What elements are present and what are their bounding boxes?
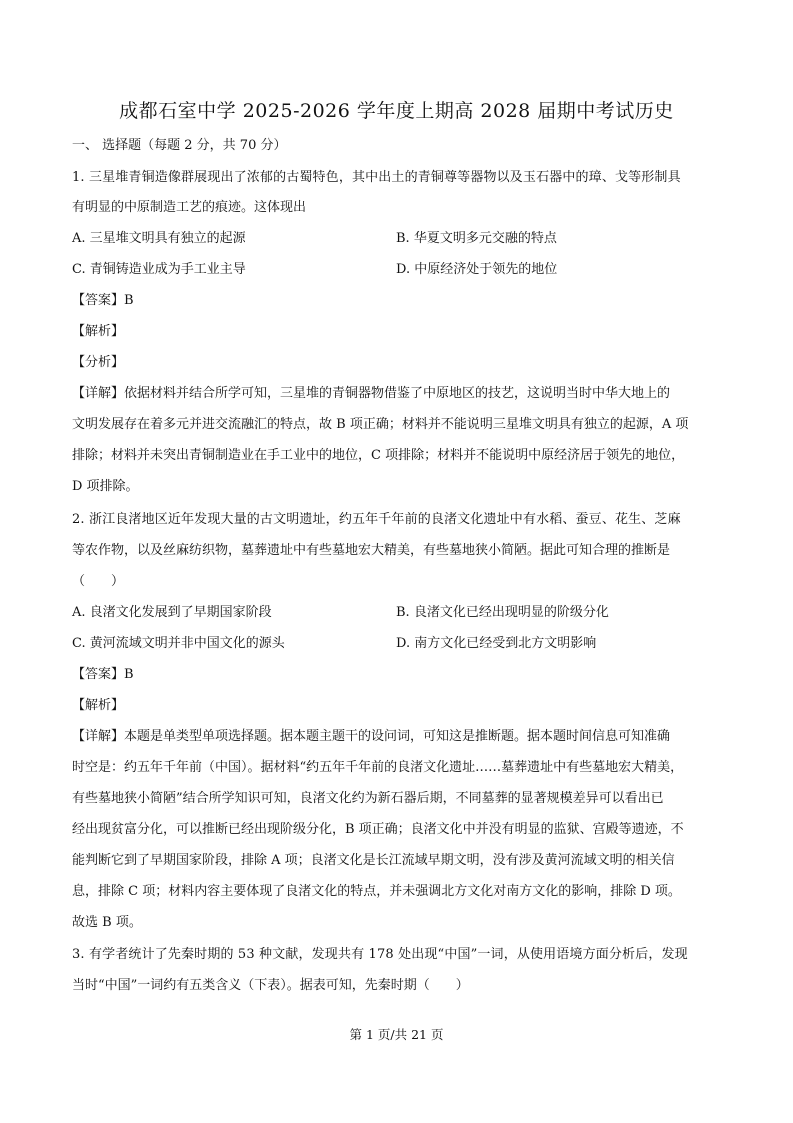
q2-option-d: D. 南方文化已经受到北方文明影响 <box>396 636 597 651</box>
section-heading: 一、 选择题（每题 2 分，共 70 分） <box>72 138 287 153</box>
q2-option-b: B. 良渚文化已经出现明显的阶级分化 <box>396 605 609 620</box>
q1-option-b: B. 华夏文明多元交融的特点 <box>396 231 557 246</box>
q2-detail-line-6: 息，排除 C 项；材料内容主要体现了良渚文化的特点，并未强调北方文化对南方文化的影响，排除 D 项。 <box>72 884 681 899</box>
q2-detail-line-4: 经出现贫富分化，可以推断已经出现阶级分化，B 项正确；良渚文化中并没有明显的监狱、宫殿等遗迹，不 <box>72 822 684 837</box>
q2-detail-line-2: 时空是：约五年千年前（中国）。据材料“约五年千年前的良渚文化遗址……墓葬遗址中有些墓地宏大精美， <box>72 760 684 775</box>
q2-option-a: A. 良渚文化发展到了早期国家阶段 <box>72 605 272 620</box>
q2-detail-line-7: 故选 B 项。 <box>72 915 142 930</box>
q1-answer: 【答案】B <box>72 293 134 308</box>
q2-detail-line-5: 能判断它到了早期国家阶段，排除 A 项；良渚文化是长江流域早期文明，没有涉及黄河流域文明的相关信 <box>72 853 675 868</box>
q2-stem-line-1: 2. 浙江良渚地区近年发现大量的古文明遗址，约五年千年前的良渚文化遗址中有水稻、蚕豆、花生、芝麻 <box>72 512 681 527</box>
q1-detail-line-1: 【详解】依据材料并结合所学可知，三星堆的青铜器物借鉴了中原地区的技艺，这说明当时中华大地上的 <box>72 386 671 401</box>
q1-detail-line-4: D 项排除。 <box>72 479 139 494</box>
q2-detail-line-1: 【详解】本题是单类型单项选择题。据本题主题干的设问词，可知这是推断题。据本题时间信息可知准确 <box>72 729 671 744</box>
q2-answer: 【答案】B <box>72 667 134 682</box>
q3-stem-line-1: 3. 有学者统计了先秦时期的 53 种文献，发现共有 178 处出现“中国”一词，从使用语境方面分析后，发现 <box>72 947 688 962</box>
q2-stem-line-3: （ ） <box>72 574 125 589</box>
q3-stem-line-2: 当时“中国”一词约有五类含义（下表）。据表可知，先秦时期（ ） <box>72 978 469 993</box>
q2-stem-line-2: 等农作物，以及丝麻纺织物，墓葬遗址中有些墓地宏大精美，有些墓地狭小简陋。据此可知合理的推断是 <box>72 543 671 558</box>
exam-title: 成都石室中学 2025-2026 学年度上期高 2028 届期中考试历史 <box>119 100 674 122</box>
q2-option-c: C. 黄河流域文明并非中国文化的源头 <box>72 636 285 651</box>
q1-fenxi-label: 【分析】 <box>72 355 125 370</box>
page-footer: 第 1 页/共 21 页 <box>349 1027 444 1042</box>
q1-option-c: C. 青铜铸造业成为手工业主导 <box>72 262 246 277</box>
q1-stem-line-1: 1. 三星堆青铜造像群展现出了浓郁的古蜀特色，其中出土的青铜尊等器物以及玉石器中的璋、戈等形制具 <box>72 170 681 185</box>
q1-detail-line-2: 文明发展存在着多元并进交流融汇的特点，故 B 项正确；材料并不能说明三星堆文明具有独立的起源，A 项 <box>72 417 689 432</box>
q1-analysis-label: 【解析】 <box>72 324 125 339</box>
q2-analysis-label: 【解析】 <box>72 698 125 713</box>
q1-option-a: A. 三星堆文明具有独立的起源 <box>72 231 246 246</box>
q2-detail-line-3: 有些墓地狭小简陋”结合所学知识可知，良渚文化约为新石器后期，不同墓葬的显著规模差异可以看出已 <box>72 791 664 806</box>
q1-option-d: D. 中原经济处于领先的地位 <box>396 262 558 277</box>
q1-stem-line-2: 有明显的中原制造工艺的痕迹。这体现出 <box>72 200 307 215</box>
q1-detail-line-3: 排除；材料并未突出青铜制造业在手工业中的地位，C 项排除；材料并不能说明中原经济居于领先的地位， <box>72 448 685 463</box>
